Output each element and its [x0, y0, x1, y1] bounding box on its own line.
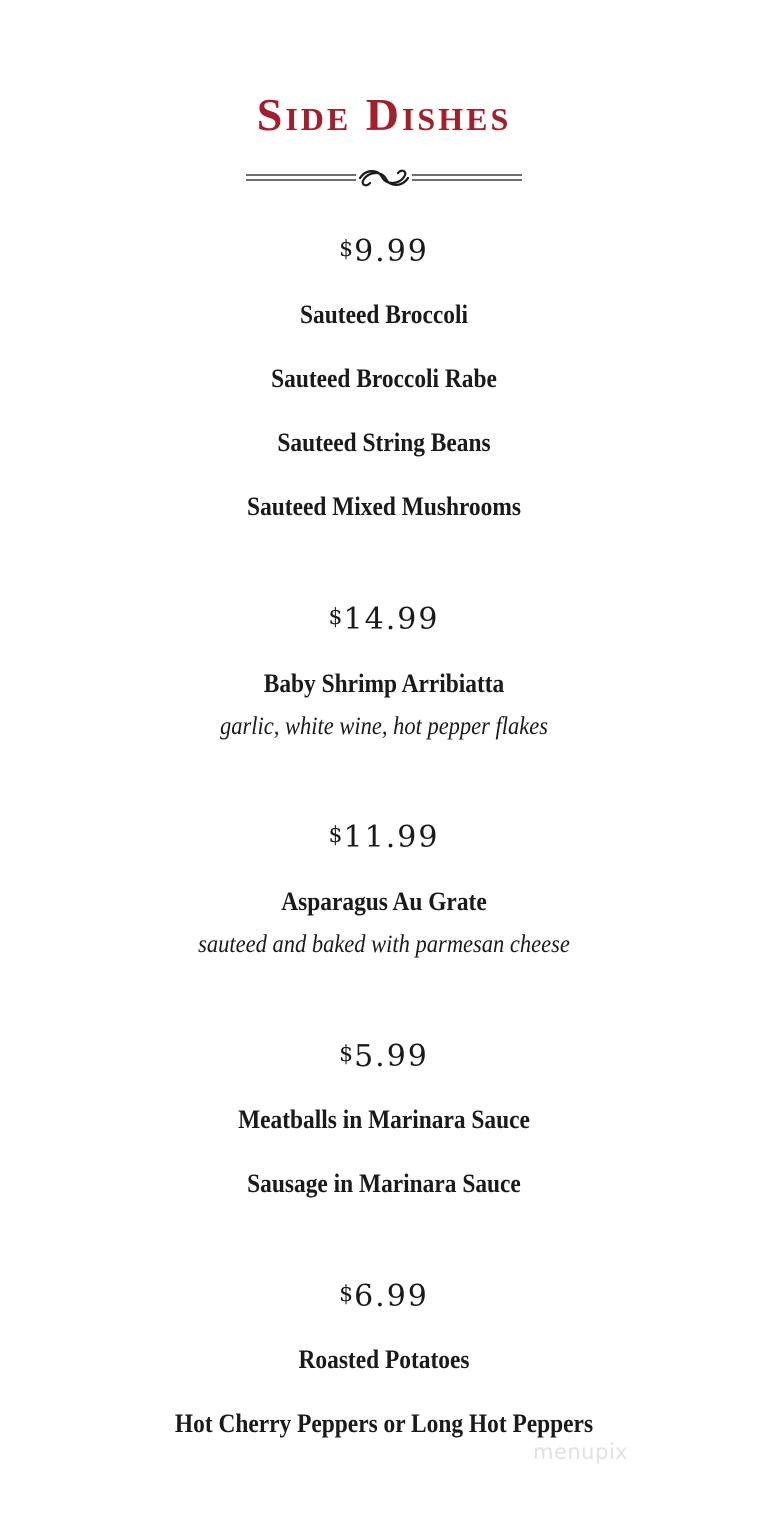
price-label: $6.99	[339, 1279, 429, 1314]
currency-symbol: $	[328, 823, 344, 848]
menu-item-name: Asparagus Au Grate	[281, 887, 487, 916]
ornament-divider-icon	[244, 165, 524, 191]
currency-symbol: $	[328, 605, 344, 630]
currency-symbol: $	[339, 1282, 355, 1307]
price-label: $14.99	[328, 602, 440, 637]
menu-item-description: garlic, white wine, hot pepper flakes	[219, 713, 549, 740]
menu-item-name: Sauteed Broccoli Rabe	[271, 364, 497, 393]
menu-item-name: Meatballs in Marinara Sauce	[238, 1105, 530, 1134]
menu-item-name: Roasted Potatoes	[298, 1345, 470, 1374]
price-label: $9.99	[339, 234, 429, 269]
menu-item-name: Sauteed String Beans	[277, 428, 491, 457]
menu-item-description: sauteed and baked with parmesan cheese	[198, 931, 570, 958]
menu-item-name: Sauteed Mixed Mushrooms	[247, 492, 521, 521]
price-label: $11.99	[328, 820, 440, 855]
menu-item-name: Hot Cherry Peppers or Long Hot Peppers	[174, 1409, 594, 1438]
menu-item-name: Sauteed Broccoli	[300, 300, 468, 329]
currency-symbol: $	[339, 237, 355, 262]
menu-item-name: Sausage in Marinara Sauce	[247, 1169, 521, 1198]
currency-symbol: $	[339, 1042, 355, 1067]
price-label: $5.99	[339, 1039, 429, 1074]
watermark: menupix	[533, 1440, 629, 1464]
menu-item-name: Baby Shrimp Arribiatta	[263, 669, 505, 698]
page-title: Side Dishes	[256, 89, 512, 140]
